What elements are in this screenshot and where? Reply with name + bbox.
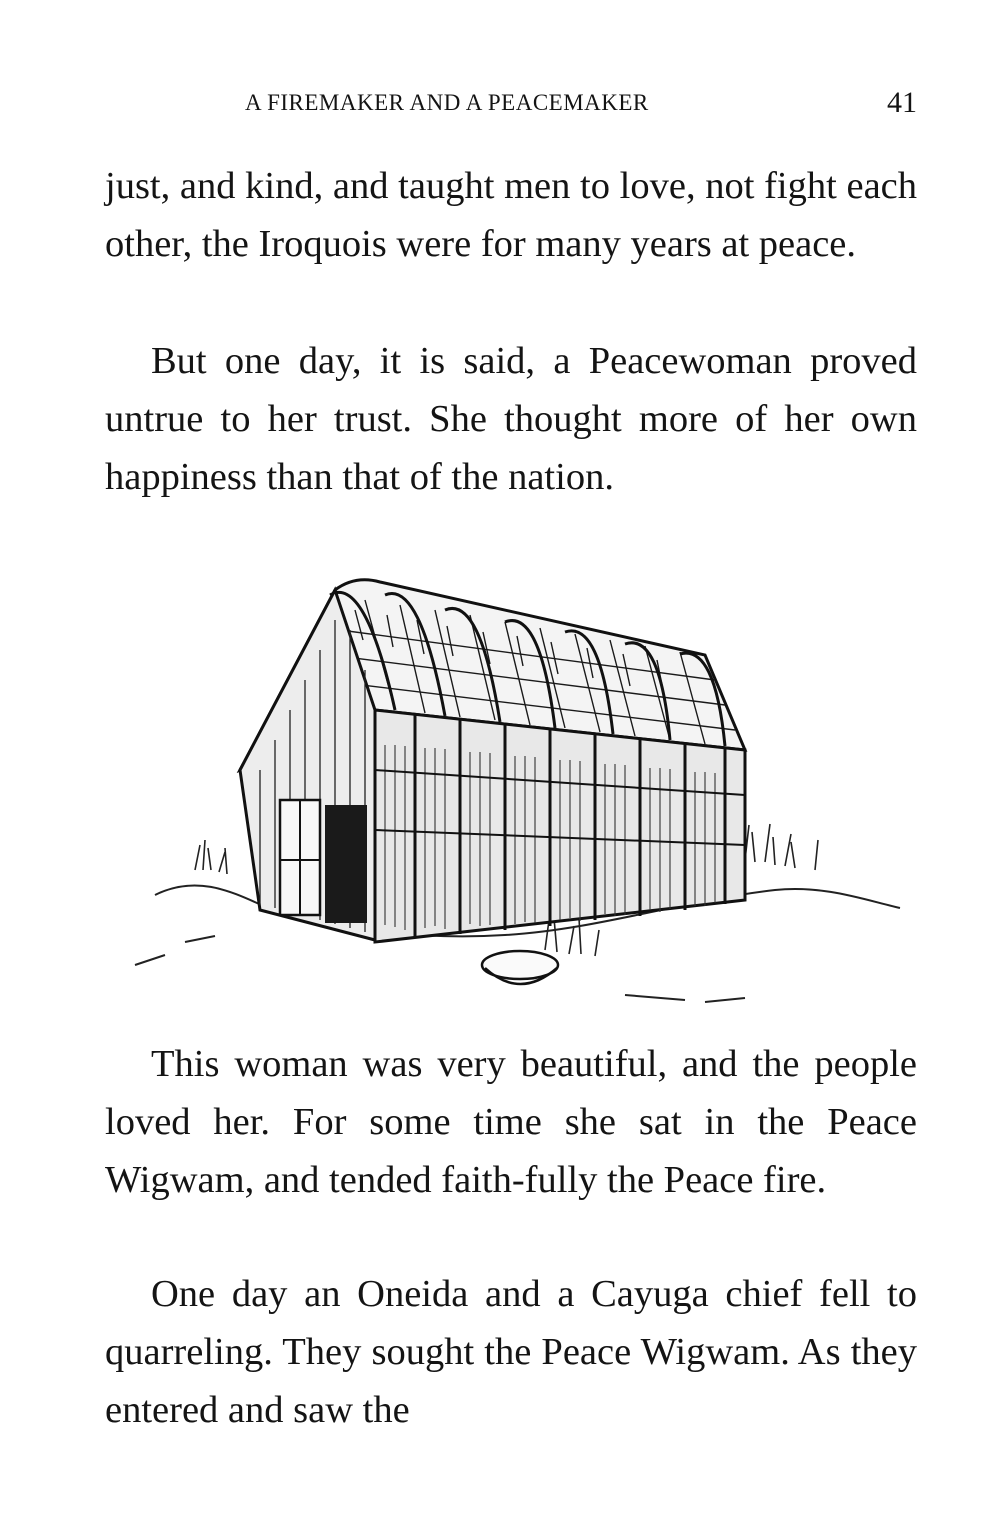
paragraph-4: One day an Oneida and a Cayuga chief fell to quarreling. They sought the Peace Wigwam. As they entered and saw the [105, 1273, 917, 1431]
page-header [105, 86, 917, 130]
page-number: 41 [887, 86, 917, 119]
running-head: A FIREMAKER AND A PEACEMAKER [245, 90, 649, 115]
paragraph-1: just, and kind, and taught men to love, not fight each other, the Iroquois were for many years at peace. [105, 165, 917, 265]
paragraph-3: This woman was very beautiful, and the people loved her. For some time she sat in the Peace Wigwam, and tended faith-fully the Peace fire. [105, 1043, 917, 1201]
wigwam-illustration [125, 570, 905, 1020]
paragraph-2: But one day, it is said, a Peacewoman proved untrue to her trust. She thought more of her own happiness than that of the nation. [105, 340, 917, 498]
